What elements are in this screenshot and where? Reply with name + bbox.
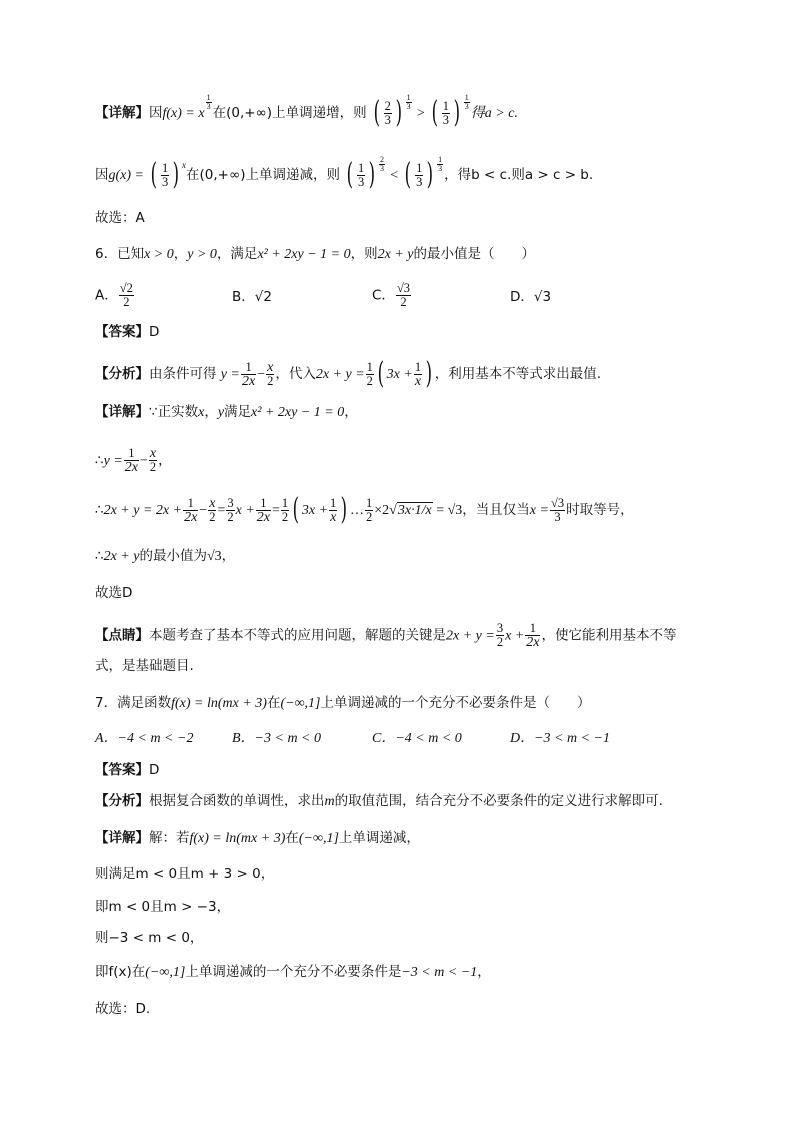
q7-option-c[interactable]: C．−4 < m < 0	[372, 731, 462, 746]
q6-option-b[interactable]: B．√2	[232, 289, 272, 305]
q6-comment-cont: 式，是基础题目.	[95, 658, 194, 674]
q6-analysis: 【分析】由条件可得 y = $\frac{1}{2x}$ − $\frac{x}{2}$ ，代入2x + y = $\frac{1}{2}$ ( 3x + $\frac{1}{x}$ ) ，利用基本不等式求出最值.	[95, 356, 602, 391]
exponent: $\frac{1}{3}$	[206, 92, 211, 111]
q6-comment: 【点睛】本题考查了基本不等式的应用问题，解题的关键是2x + y = $\frac{3}{2}$ x + $\frac{1}{2x}$ ，使它能利用基本不等	[95, 621, 677, 650]
q6-answer: 【答案】D	[95, 324, 160, 340]
q7-option-d[interactable]: D．−3 < m < −1	[510, 731, 611, 746]
q5-detail-line2: 因g(x) = ( $\frac{1}{3}$ ) x在(0,+∞)上单调递减，则 ( $\frac{1}{3}$ ) $\frac{2}{3}$ < ( $\frac{1}{3}$ ) $\frac{1}{3}$ ，得b < c.则a > c > b.	[95, 154, 594, 192]
q7-answer: 【答案】D	[95, 762, 160, 778]
q6-option-a[interactable]: A． $\frac{√2}{2}$	[95, 281, 133, 309]
q7-stem: 7．满足函数f(x) = ln(mx + 3)在(−∞,1]上单调递减的一个充分不必要条件是（ ）	[95, 695, 591, 711]
detail-tag: 【详解】	[95, 105, 149, 121]
q7-option-a[interactable]: A．−4 < m < −2	[95, 731, 194, 746]
q5-detail-line1: 【详解】因f(x) = x $\frac{1}{3}$ 在(0,+∞)上单调递增，则 ( $\frac{2}{3}$ ) $\frac{1}{3}$ > ( $\frac{1}{3}$ ) $\frac{1}{3}$ 得a > c.	[95, 92, 518, 130]
q6-step-inequality: ∴2x + y = 2x + $\frac{1}{2x}$ − $\frac{x}{2}$ = $\frac{3}{2}$ x + $\frac{1}{2x}$ = $\frac{1}{2}$ ( 3x + $\frac{1}{x}$ ) … $\frac{1}{2}$ ×2√3x·1/x = √3，当且仅当x = $\frac{√3}{3}$ 时取等号，	[95, 492, 634, 527]
q6-step-y: ∴y = $\frac{1}{2x}$ − $\frac{x}{2}$ ，	[95, 446, 172, 475]
q6-final: 故选D	[95, 585, 133, 601]
q7-detail: 【详解】解：若f(x) = ln(mx + 3)在(−∞,1]上单调递减，	[95, 830, 420, 846]
q7-step2: 即m < 0且m > −3，	[95, 899, 231, 915]
q6-step-min: ∴2x + y的最小值为√3，	[95, 548, 236, 564]
q7-option-b[interactable]: B．−3 < m < 0	[232, 731, 322, 746]
q5-final-answer: 故选：A	[95, 210, 145, 226]
q6-option-d[interactable]: D．√3	[510, 289, 552, 305]
q7-step4: 即f(x)在(−∞,1]上单调递减的一个充分不必要条件是−3 < m < −1，	[95, 964, 491, 980]
q7-step1: 则满足m < 0且m + 3 > 0，	[95, 866, 275, 882]
math-f: f(x) = x	[162, 106, 205, 121]
q6-option-c[interactable]: C． $\frac{√3}{2}$	[372, 281, 411, 309]
q6-stem: 6．已知x > 0，y > 0，满足x² + 2xy − 1 = 0，则2x + y的最小值是（ ）	[95, 246, 535, 262]
q7-final: 故选：D.	[95, 1001, 151, 1017]
q7-step3: 则−3 < m < 0，	[95, 930, 204, 946]
q6-detail: 【详解】∵正实数x，y满足x² + 2xy − 1 = 0，	[95, 404, 358, 420]
q7-analysis: 【分析】根据复合函数的单调性，求出m的取值范围，结合充分不必要条件的定义进行求解即可.	[95, 793, 663, 809]
